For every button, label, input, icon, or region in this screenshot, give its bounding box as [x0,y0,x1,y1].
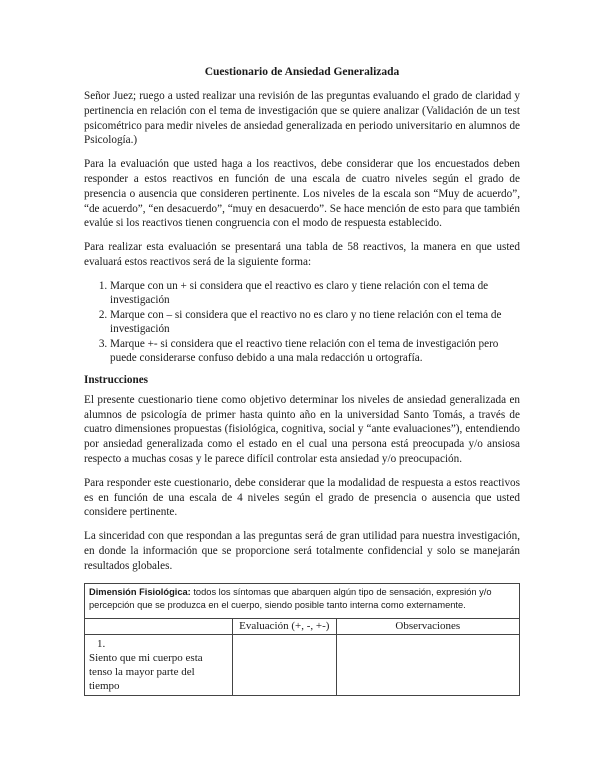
list-item: 3. Marque +- si considera que el reactivo tiene relación con el tema de investigación pero puede considerarse confuso debido a una mala redacción u ortografía. [110,337,520,366]
list-item: 2. Marque con – si considera que el reactivo no es claro y no tiene relación con el tema de investigación [110,308,520,337]
dimension-description [85,583,520,618]
evaluation-cell[interactable] [232,634,336,695]
instructions-paragraph-1: El presente cuestionario tiene como objetivo determinar los niveles de ansiedad generalizada en alumnos de psicología de primer hasta quinto año en la universidad Santo Tomás, a través de cuatro dimensiones propuestas (fisiológica, cognitiva, social y “ante evaluaciones”), entendiendo por ansiedad generalizada como el estado en el cual una persona está preocupada y/o ansiosa respecto a muchas cosas y le parece difícil controlar esta ansiedad y/o preocupación. [84,393,520,465]
marking-list [84,279,520,366]
instructions-paragraph-3: La sinceridad con que respondan a las preguntas será de gran utilidad para nuestra investigación, en donde la información que se proporcione será totalmente confidencial y solo se manejarán resultados globales. [84,530,520,572]
dimension-text: todos los síntomas que abarquen algún tipo de sensación, expresión y/o percepción que se produzca en el cuerpo, siendo posible tanto interna como externamente. [89,586,492,611]
observations-column-header: Observaciones [336,618,519,634]
table-row [85,634,520,695]
evaluation-paragraph: Para la evaluación que usted haga a los reactivos, debe considerar que los encuestados deben responder a estos reactivos en función de una escala de cuatro niveles según el grado de presencia o ausencia que consideren pertinente. Los niveles de la escala son “Muy de acuerdo”, “de acuerdo”, “en desacuerdo”, “muy en desacuerdo”. Se hace mención de esto para que también evalúe si los reactivos tienen congruencia con el modo de respuesta establecido. [84,158,520,230]
intro-paragraph: Señor Juez; ruego a usted realizar una revisión de las preguntas evaluando el grado de claridad y pertinencia en relación con el tema de investigación que se quiere analizar (Validación de un test psicométrico para medir niveles de ansiedad generalizada en periodo universitario en alumnos de Psicología.) [84,90,520,147]
dimension-label: Dimensión Fisiológica: [89,586,191,597]
table-intro-paragraph: Para realizar esta evaluación se presentará una tabla de 58 reactivos, la manera en que usted evaluará estos reactivos será de la siguiente forma: [84,241,520,268]
list-item: 1. Marque con un + si considera que el reactivo es claro y tiene relación con el tema de investigación [110,279,520,308]
item-cell [85,634,233,695]
evaluation-table [84,583,520,696]
item-text: Siento que mi cuerpo esta tenso la mayor parte del tiempo [89,651,203,692]
page-title: Cuestionario de Ansiedad Generalizada [204,66,400,78]
item-column-header [85,618,233,634]
document-body [84,66,520,696]
observations-cell[interactable] [336,634,519,695]
instructions-paragraph-2: Para responder este cuestionario, debe considerar que la modalidad de respuesta a estos reactivos es en función de una escala de 4 niveles según el grado de presencia o ausencia que usted considere pertinente. [84,476,520,519]
evaluation-column-header: Evaluación (+, -, +-) [232,618,336,634]
instructions-heading: Instrucciones [84,373,149,386]
item-number: 1. [97,637,106,650]
